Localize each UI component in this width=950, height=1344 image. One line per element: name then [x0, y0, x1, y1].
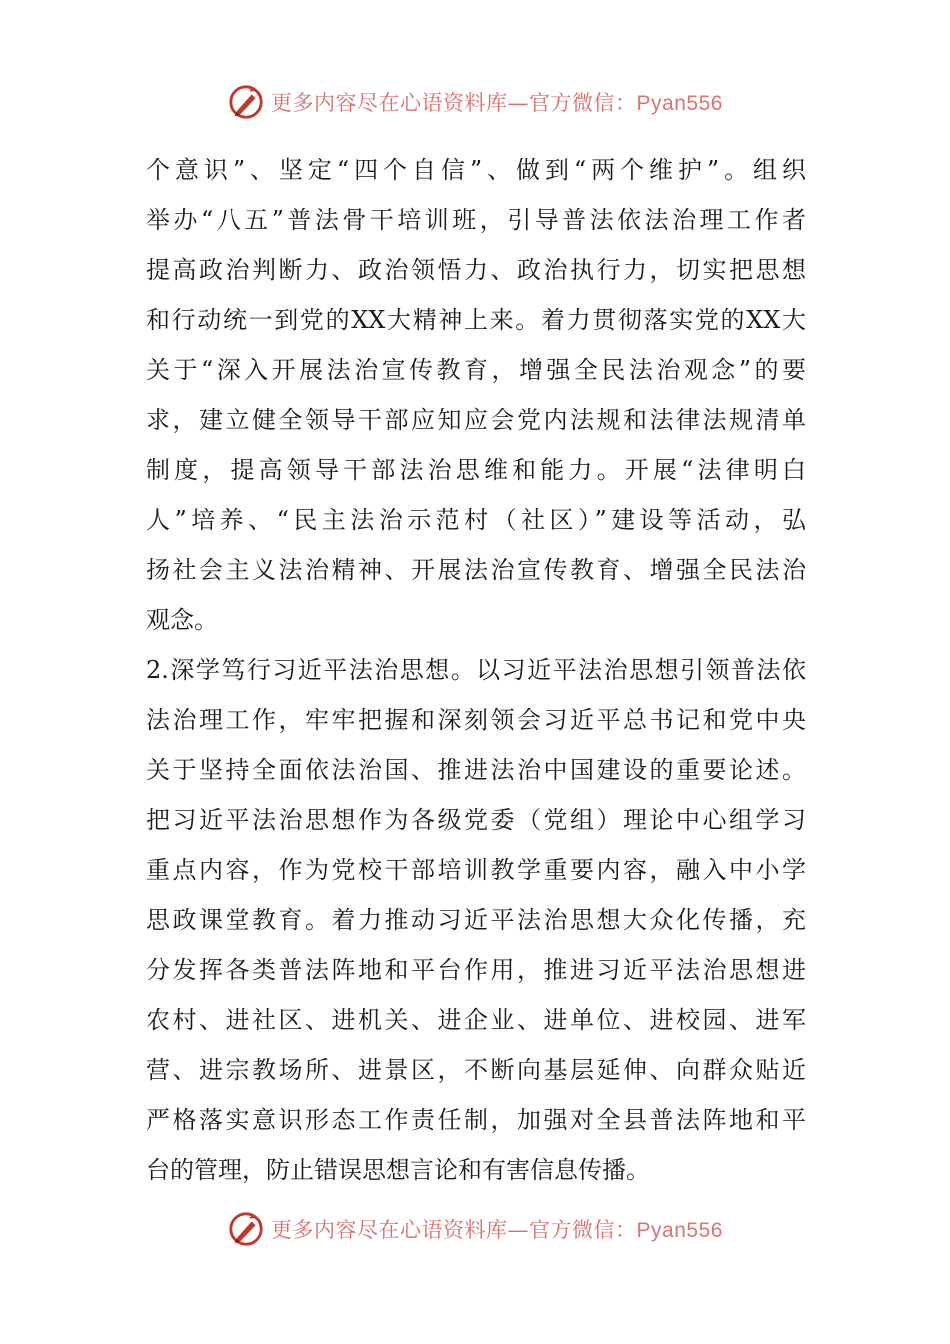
text-line: 举办“八五”普法骨干培训班，引导普法依法治理工作者 [146, 206, 806, 234]
pen-logo-icon [227, 1210, 265, 1248]
document-body [146, 145, 806, 1195]
text-line: 提高政治判断力、政治领悟力、政治执行力，切实把思想 [146, 256, 806, 284]
text-line: 台的管理，防止错误思想言论和有害信息传播。 [146, 1156, 650, 1184]
text-line: 制度，提高领导干部法治思维和能力。开展“法律明白 [146, 456, 806, 484]
text-line: 扬社会主义法治精神、开展法治宣传教育、增强全民法治 [146, 556, 806, 584]
text-line: 观念。 [146, 606, 218, 634]
footer-banner [0, 1207, 950, 1251]
text-line: 思政课堂教育。着力推动习近平法治思想大众化传播，充 [146, 906, 806, 934]
text-line: 关于坚持全面依法治国、推进法治中国建设的重要论述。 [146, 756, 806, 784]
header-banner [0, 80, 950, 124]
text-line: 分发挥各类普法阵地和平台作用，推进习近平法治思想进 [146, 956, 806, 984]
text-line: 关于“深入开展法治宣传教育，增强全民法治观念”的要 [146, 356, 806, 384]
banner-text: 更多内容尽在心语资料库—官方微信：Pyan556 [271, 1218, 723, 1242]
text-line: 法治理工作，牢牢把握和深刻领会习近平总书记和党中央 [146, 706, 806, 734]
text-line: 求，建立健全领导干部应知应会党内法规和法律法规清单 [146, 406, 806, 434]
text-line: 和行动统一到党的XX大精神上来。着力贯彻落实党的XX大 [146, 306, 806, 334]
text-line: 人”培养、“民主法治示范村（社区）”建设等活动，弘 [146, 506, 806, 534]
text-line: 个意识”、坚定“四个自信”、做到“两个维护”。组织 [146, 156, 806, 184]
text-line: 把习近平法治思想作为各级党委（党组）理论中心组学习 [146, 806, 806, 834]
pen-logo-icon [227, 83, 265, 121]
banner-text: 更多内容尽在心语资料库—官方微信：Pyan556 [271, 91, 723, 115]
text-line: 营、进宗教场所、进景区，不断向基层延伸、向群众贴近 [146, 1056, 806, 1084]
section-heading-line: 2.深学笃行习近平法治思想。以习近平法治思想引领普法依 [146, 656, 806, 684]
text-line: 严格落实意识形态工作责任制，加强对全县普法阵地和平 [146, 1106, 806, 1134]
text-line: 农村、进社区、进机关、进企业、进单位、进校园、进军 [146, 1006, 806, 1034]
text-line: 重点内容，作为党校干部培训教学重要内容，融入中小学 [146, 856, 806, 884]
